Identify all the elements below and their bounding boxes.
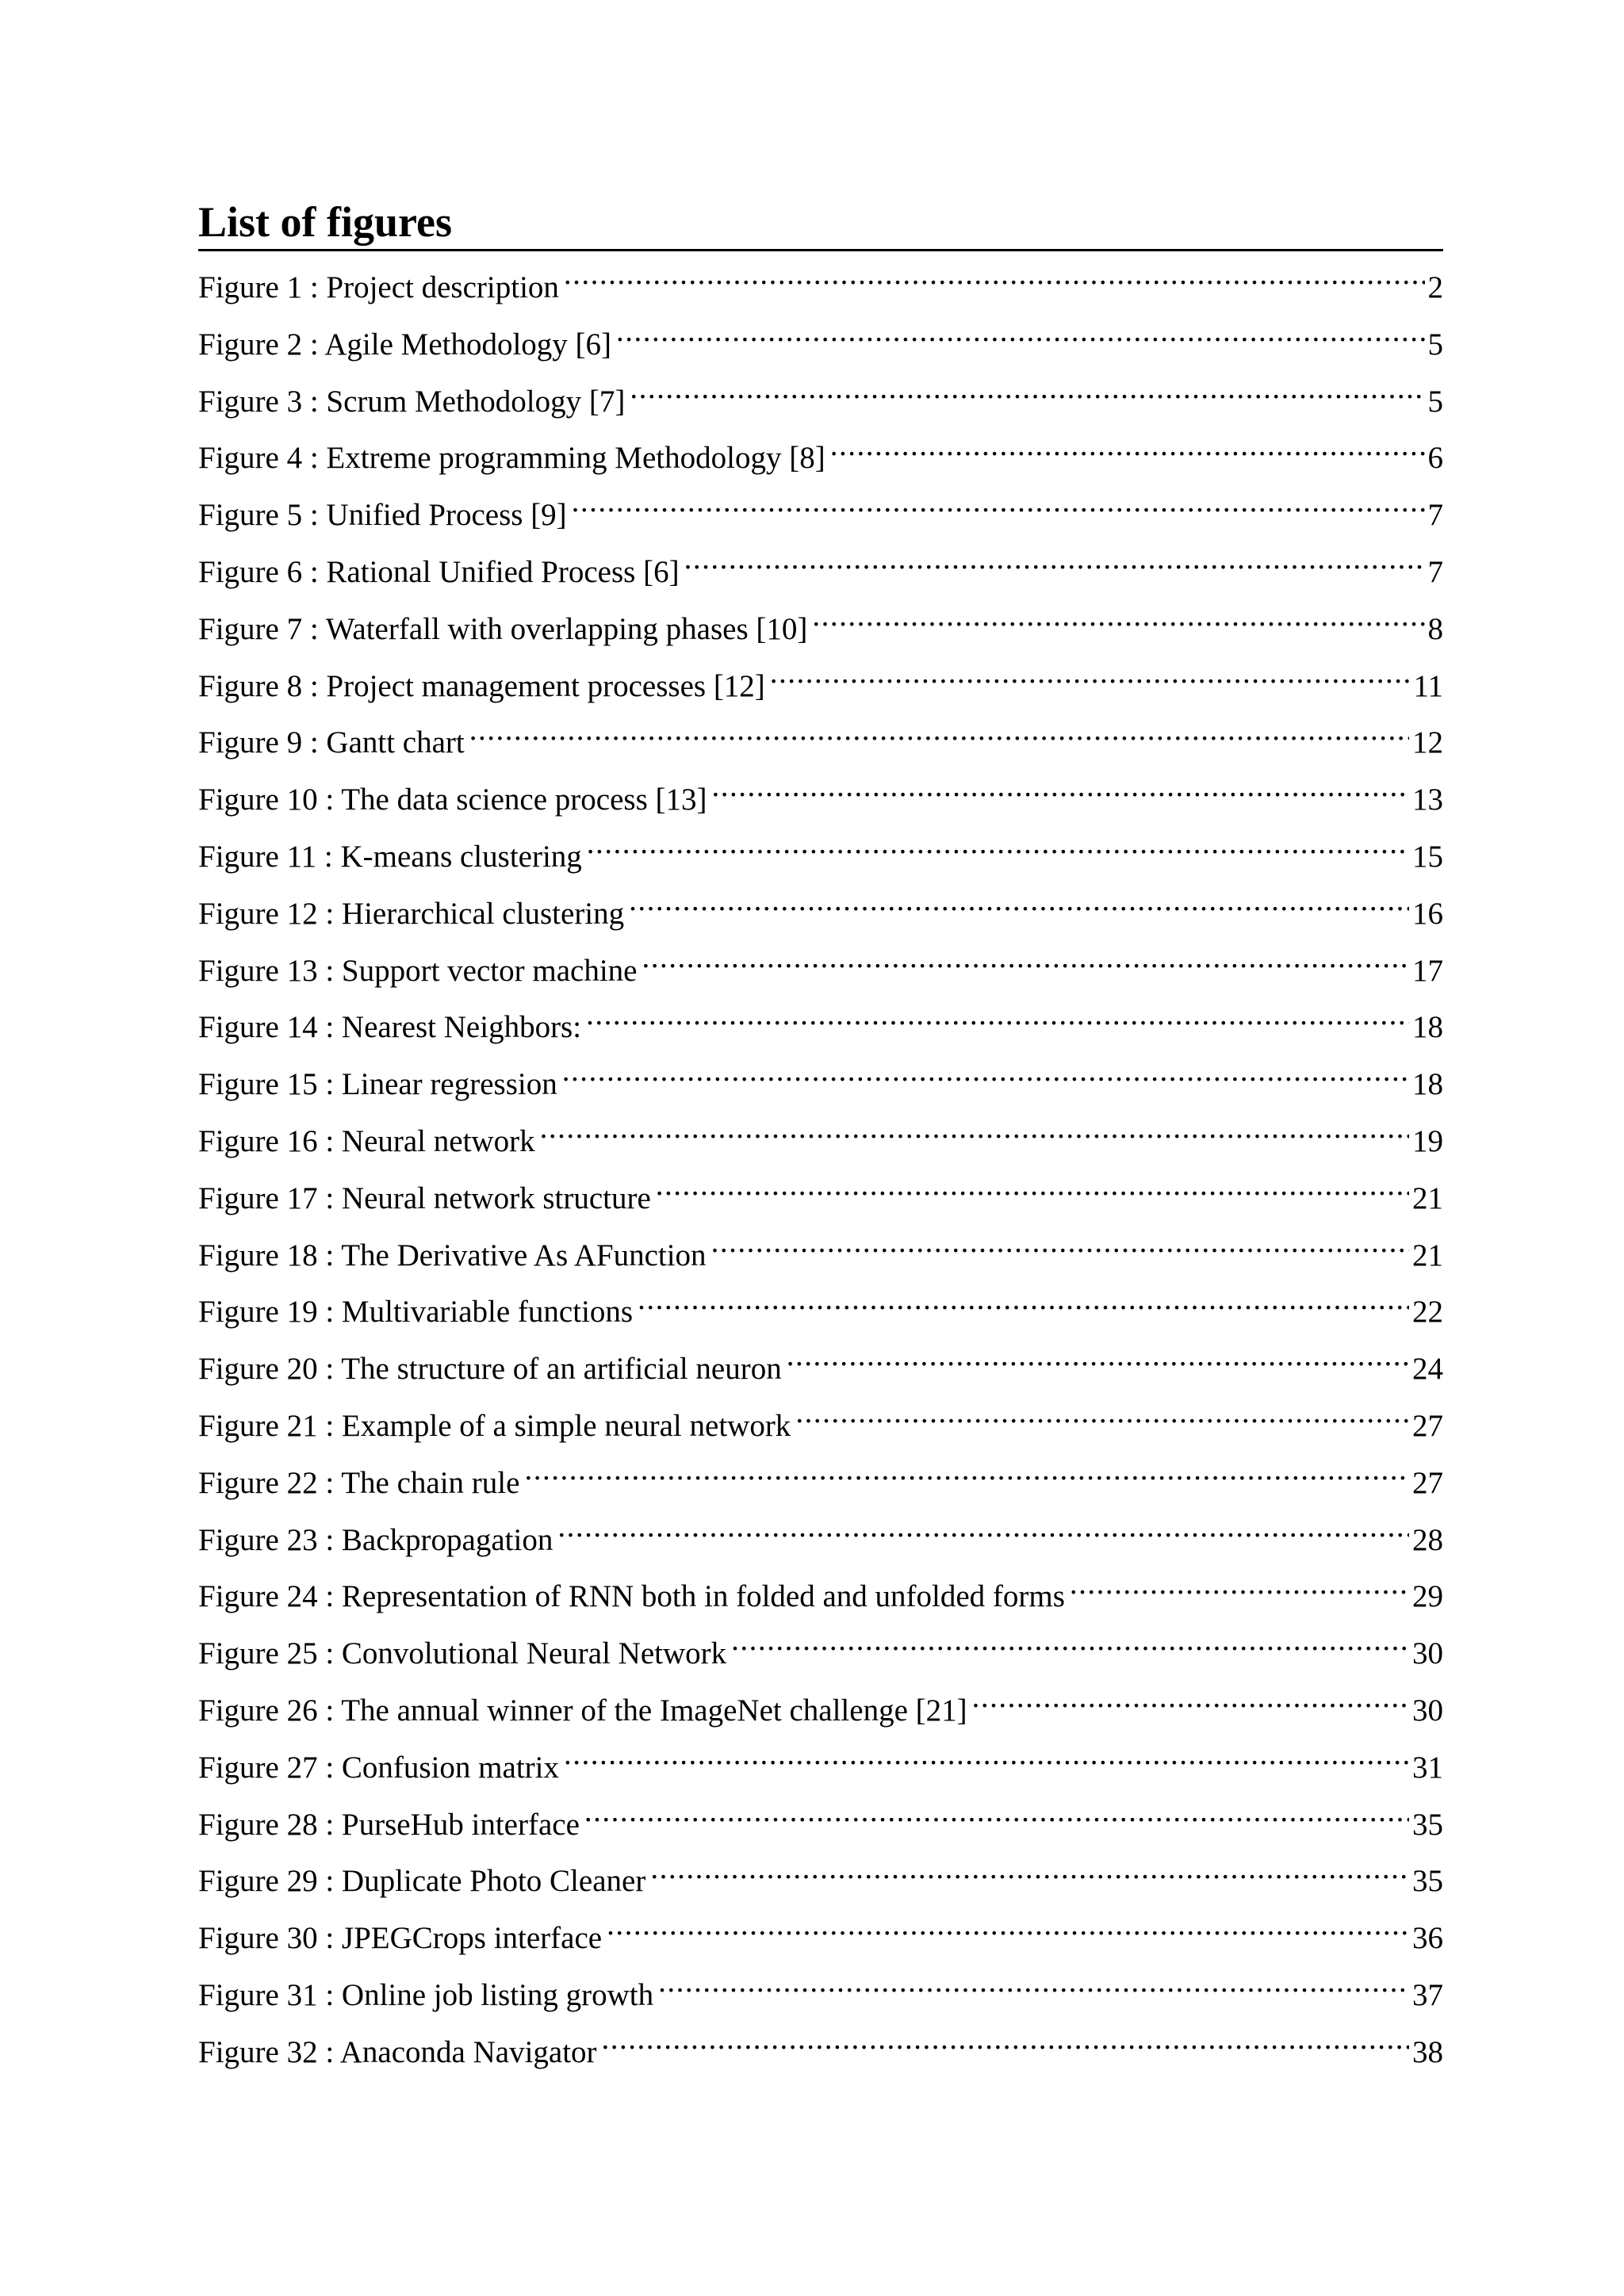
figure-entry-label: Figure 29 : Duplicate Photo Cleaner: [198, 1864, 646, 1899]
dot-leader: [629, 893, 1409, 924]
figure-entry-page-number: 27: [1412, 1465, 1443, 1500]
figure-entry-page-number: 21: [1412, 1238, 1443, 1272]
figure-entry-label: Figure 22 : The chain rule: [198, 1465, 520, 1500]
figure-entry-page-number: 5: [1427, 384, 1443, 419]
dot-leader: [711, 779, 1409, 809]
figure-entry[interactable]: [198, 316, 1443, 373]
dot-leader: [540, 1120, 1409, 1151]
figure-entry-label: Figure 1 : Project description: [198, 270, 559, 304]
figure-entry[interactable]: [198, 1512, 1443, 1569]
figure-entry[interactable]: [198, 430, 1443, 487]
figure-entry-page-number: 16: [1412, 896, 1443, 931]
figure-entry-label: Figure 21 : Example of a simple neural network: [198, 1408, 791, 1443]
figure-entry-label: Figure 30 : JPEGCrops interface: [198, 1921, 603, 1956]
figure-entry-page-number: 30: [1412, 1693, 1443, 1728]
dot-leader: [830, 437, 1425, 468]
figure-entry-label: Figure 24 : Representation of RNN both in folded and unfolded forms: [198, 1579, 1065, 1614]
dot-leader: [557, 1519, 1409, 1550]
dot-leader: [711, 1234, 1409, 1265]
dot-leader: [587, 836, 1409, 867]
figure-entry[interactable]: [198, 1568, 1443, 1625]
figure-entry-page-number: 36: [1412, 1921, 1443, 1956]
figure-entry-label: Figure 8 : Project management processes [12]: [198, 668, 765, 703]
figure-entry-label: Figure 5 : Unified Process [9]: [198, 498, 567, 533]
figure-entry[interactable]: [198, 1113, 1443, 1170]
figure-entry-page-number: 6: [1427, 441, 1443, 476]
dot-leader: [658, 1974, 1409, 2005]
figure-entry[interactable]: [198, 999, 1443, 1056]
figure-entry-label: Figure 16 : Neural network: [198, 1123, 535, 1158]
figure-entry-page-number: 24: [1412, 1352, 1443, 1387]
figure-entry[interactable]: [198, 658, 1443, 715]
figure-entry-label: Figure 20 : The structure of an artificial neuron: [198, 1352, 782, 1387]
figure-entry[interactable]: [198, 259, 1443, 316]
figure-entry-page-number: 15: [1412, 839, 1443, 874]
figure-entry-page-number: 35: [1412, 1807, 1443, 1842]
figure-entry[interactable]: [198, 1398, 1443, 1455]
figure-entry-label: Figure 32 : Anaconda Navigator: [198, 2034, 597, 2069]
figure-entry[interactable]: [198, 714, 1443, 771]
figure-entry-label: Figure 3 : Scrum Methodology [7]: [198, 384, 626, 419]
figure-entry[interactable]: [198, 487, 1443, 544]
figure-entry-label: Figure 18 : The Derivative As AFunction: [198, 1238, 707, 1272]
figure-entry-page-number: 7: [1427, 554, 1443, 589]
dot-leader: [469, 721, 1409, 752]
dot-leader: [564, 1747, 1409, 1777]
figure-entry[interactable]: [198, 1170, 1443, 1227]
figure-entry[interactable]: [198, 1625, 1443, 1682]
figure-entry-label: Figure 26 : The annual winner of the ImageNet challenge [21]: [198, 1693, 967, 1728]
figure-entry-label: Figure 25 : Convolutional Neural Network: [198, 1636, 727, 1671]
figure-entry-page-number: 35: [1412, 1864, 1443, 1899]
figure-entry[interactable]: [198, 1910, 1443, 1967]
figure-entry[interactable]: [198, 771, 1443, 828]
figure-entry-page-number: 17: [1412, 953, 1443, 988]
dot-leader: [684, 551, 1425, 582]
figure-entry[interactable]: [198, 1682, 1443, 1739]
figure-entry[interactable]: [198, 943, 1443, 1000]
dot-leader: [584, 1804, 1409, 1835]
figure-entry-label: Figure 15 : Linear regression: [198, 1067, 557, 1102]
figure-entry[interactable]: [198, 886, 1443, 943]
figure-list: [198, 259, 1443, 2081]
figure-entry-page-number: 2: [1427, 270, 1443, 304]
figure-entry-page-number: 29: [1412, 1579, 1443, 1614]
figure-entry[interactable]: [198, 1284, 1443, 1341]
figure-entry[interactable]: [198, 373, 1443, 430]
figure-entry-label: Figure 14 : Nearest Neighbors:: [198, 1010, 582, 1045]
figure-entry-label: Figure 13 : Support vector machine: [198, 953, 638, 988]
figure-entry-label: Figure 27 : Confusion matrix: [198, 1750, 559, 1785]
dot-leader: [602, 2031, 1409, 2062]
dot-leader: [524, 1462, 1409, 1493]
figure-entry-label: Figure 2 : Agile Methodology [6]: [198, 327, 612, 362]
figure-entry[interactable]: [198, 1227, 1443, 1284]
figure-entry[interactable]: [198, 1853, 1443, 1910]
figure-entry-label: Figure 11 : K-means clustering: [198, 839, 582, 874]
dot-leader: [630, 381, 1424, 411]
figure-entry[interactable]: [198, 1797, 1443, 1854]
figure-entry-label: Figure 9 : Gantt chart: [198, 725, 465, 760]
figure-entry-label: Figure 6 : Rational Unified Process [6]: [198, 554, 680, 589]
dot-leader: [586, 1006, 1409, 1037]
figure-entry-page-number: 22: [1412, 1295, 1443, 1330]
dot-leader: [642, 950, 1409, 981]
figure-entry-label: Figure 31 : Online job listing growth: [198, 1977, 654, 2012]
dot-leader: [562, 1063, 1409, 1094]
dot-leader: [616, 323, 1424, 354]
figure-entry-page-number: 5: [1427, 327, 1443, 362]
dot-leader: [638, 1291, 1409, 1322]
figure-entry-label: Figure 7 : Waterfall with overlapping phases [10]: [198, 611, 808, 646]
figure-entry-page-number: 18: [1412, 1010, 1443, 1045]
figure-entry-label: Figure 4 : Extreme programming Methodology [8]: [198, 441, 825, 476]
figure-entry[interactable]: [198, 544, 1443, 601]
figure-entry-page-number: 37: [1412, 1977, 1443, 2012]
dot-leader: [564, 266, 1425, 297]
figure-entry[interactable]: [198, 2024, 1443, 2081]
document-page: [198, 198, 1443, 2081]
figure-entry-page-number: 30: [1412, 1636, 1443, 1671]
figure-entry-page-number: 21: [1412, 1181, 1443, 1215]
dot-leader: [607, 1917, 1409, 1948]
figure-entry-page-number: 12: [1412, 725, 1443, 760]
figure-entry-page-number: 38: [1412, 2034, 1443, 2069]
dot-leader: [650, 1860, 1409, 1891]
figure-entry-page-number: 8: [1427, 611, 1443, 646]
figure-entry[interactable]: [198, 1739, 1443, 1797]
figure-entry-label: Figure 28 : PurseHub interface: [198, 1807, 580, 1842]
figure-entry-page-number: 13: [1412, 783, 1443, 817]
figure-entry[interactable]: [198, 1341, 1443, 1398]
figure-entry-label: Figure 17 : Neural network structure: [198, 1181, 651, 1215]
dot-leader: [812, 608, 1424, 639]
figure-entry-label: Figure 23 : Backpropagation: [198, 1522, 553, 1557]
dot-leader: [770, 665, 1411, 696]
figure-entry-page-number: 7: [1427, 498, 1443, 533]
dot-leader: [656, 1177, 1409, 1208]
figure-entry-label: Figure 10 : The data science process [13]: [198, 783, 707, 817]
figure-entry-page-number: 31: [1412, 1750, 1443, 1785]
figure-entry-page-number: 18: [1412, 1067, 1443, 1102]
figure-entry[interactable]: [198, 601, 1443, 658]
figure-entry[interactable]: [198, 1455, 1443, 1512]
dot-leader: [731, 1632, 1409, 1663]
figure-entry-page-number: 28: [1412, 1522, 1443, 1557]
figure-entry-label: Figure 19 : Multivariable functions: [198, 1295, 634, 1330]
dot-leader: [1070, 1575, 1409, 1606]
figure-entry-page-number: 27: [1412, 1408, 1443, 1443]
dot-leader: [972, 1689, 1409, 1720]
figure-entry[interactable]: [198, 1056, 1443, 1113]
page-title: List of figures: [198, 198, 1443, 251]
figure-entry[interactable]: [198, 828, 1443, 886]
figure-entry-label: Figure 12 : Hierarchical clustering: [198, 896, 625, 931]
dot-leader: [795, 1405, 1409, 1436]
figure-entry-page-number: 11: [1413, 668, 1443, 703]
dot-leader: [572, 494, 1425, 525]
dot-leader: [787, 1348, 1409, 1379]
figure-entry-page-number: 19: [1412, 1123, 1443, 1158]
figure-entry[interactable]: [198, 1967, 1443, 2024]
